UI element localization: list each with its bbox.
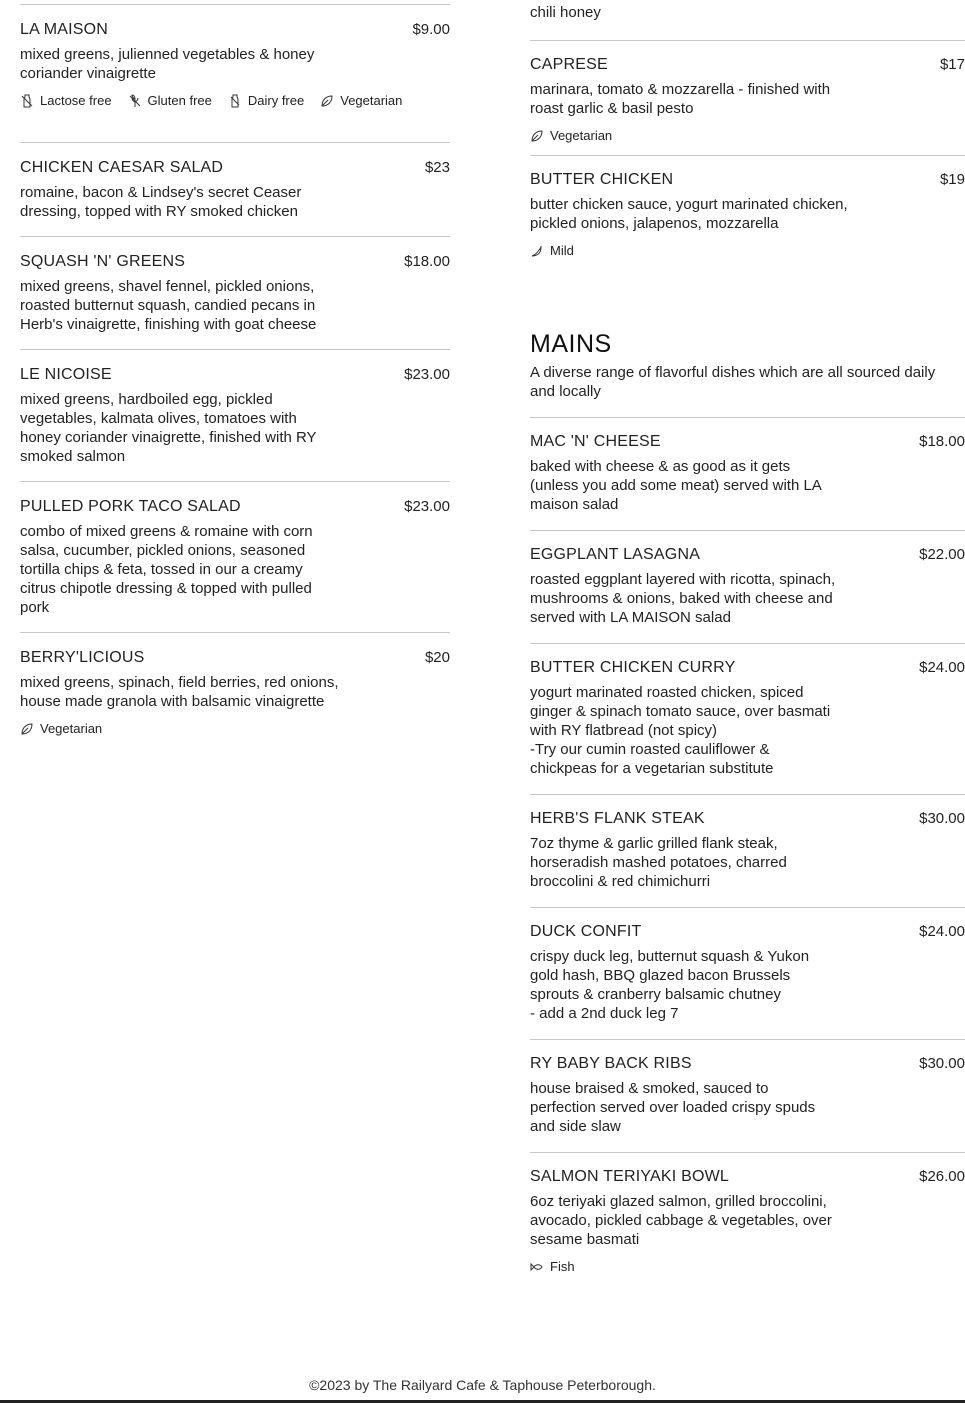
item-price: $23.00 <box>404 366 450 383</box>
tag-vegetarian: Vegetarian <box>530 124 612 147</box>
tag-fish: Fish <box>530 1255 575 1278</box>
item-name: LE NICOISE <box>20 366 112 383</box>
item-name: CAPRESE <box>530 56 608 73</box>
tag-mild: Mild <box>530 239 574 262</box>
dietary-tags <box>530 1255 965 1278</box>
menu-item[interactable] <box>530 907 965 1040</box>
menu-item[interactable] <box>530 417 965 531</box>
item-price: $23.00 <box>404 498 450 515</box>
item-description: house braised & smoked, sauced to perfection served over loaded crispy spuds and side slaw <box>530 1080 816 1135</box>
item-price: $18.00 <box>404 253 450 270</box>
menu-item[interactable] <box>530 643 965 795</box>
menu-item[interactable] <box>20 142 450 237</box>
item-name: BUTTER CHICKEN CURRY <box>530 659 736 676</box>
menu-item[interactable] <box>530 1152 965 1282</box>
menu-item[interactable] <box>530 155 965 275</box>
item-description: combo of mixed greens & romaine with corn salsa, cucumber, pickled onions, seasoned tortilla chips & feta, tossed in our a creamy citrus chipotle dressing & topped with pulled pork <box>20 523 313 616</box>
item-price: $24.00 <box>919 659 965 676</box>
item-description: yogurt marinated roasted chicken, spiced ginger & spinach tomato sauce, over basmati with RY flatbread (not spicy) -Try our cumin roasted cauliflower & chickpeas for a vegetarian substitute <box>530 684 831 777</box>
item-price: $9.00 <box>412 21 450 38</box>
partial-description: chili honey <box>530 4 601 21</box>
item-price: $22.00 <box>919 546 965 563</box>
item-price: $24.00 <box>919 923 965 940</box>
item-description: butter chicken sauce, yogurt marinated chicken, pickled onions, jalapenos, mozzarella <box>530 196 848 232</box>
dietary-tags <box>20 717 450 740</box>
item-name: BERRY'LICIOUS <box>20 649 145 666</box>
tag-gluten-free: Gluten free <box>128 89 212 112</box>
item-description: 6oz teriyaki glazed salmon, grilled broccolini, avocado, pickled cabbage & vegetables, over sesame basmati <box>530 1193 832 1248</box>
item-name: CHICKEN CAESAR SALAD <box>20 159 224 176</box>
menu-item[interactable] <box>20 349 450 482</box>
item-price: $26.00 <box>919 1168 965 1185</box>
section-description: A diverse range of flavorful dishes which are all sourced daily and locally <box>530 364 936 400</box>
section-title-mains: MAINS <box>530 330 612 358</box>
menu-item[interactable] <box>530 40 965 156</box>
item-name: HERB'S FLANK STEAK <box>530 810 705 827</box>
menu-item[interactable] <box>530 794 965 908</box>
item-description: romaine, bacon & Lindsey's secret Ceaser dressing, topped with RY smoked chicken <box>20 184 302 220</box>
item-name: LA MAISON <box>20 21 109 38</box>
item-name: EGGPLANT LASAGNA <box>530 546 701 563</box>
menu-item[interactable] <box>20 481 450 633</box>
tag-vegetarian: Vegetarian <box>20 717 102 740</box>
menu-item[interactable] <box>20 4 450 142</box>
dairy-free-icon <box>228 94 242 108</box>
item-description: mixed greens, spinach, field berries, red onions, house made granola with balsamic vinaigrette <box>20 674 339 710</box>
item-price: $30.00 <box>919 810 965 827</box>
dietary-tags <box>530 239 965 262</box>
vegetarian-icon <box>20 722 34 736</box>
dietary-tags <box>530 124 965 147</box>
item-name: RY BABY BACK RIBS <box>530 1055 692 1072</box>
item-name: SQUASH 'N' GREENS <box>20 253 186 270</box>
menu-item[interactable] <box>20 236 450 350</box>
menu-item[interactable] <box>530 530 965 644</box>
item-price: $19 <box>939 171 965 188</box>
item-name: DUCK CONFIT <box>530 923 642 940</box>
item-price: $30.00 <box>919 1055 965 1072</box>
item-price: $20 <box>424 649 450 666</box>
fish-icon <box>530 1260 544 1274</box>
item-description: baked with cheese & as good as it gets (unless you add some meat) served with LA maison salad <box>530 458 822 513</box>
tag-dairy-free: Dairy free <box>228 89 304 112</box>
tag-vegetarian: Vegetarian <box>320 89 402 112</box>
item-name: PULLED PORK TACO SALAD <box>20 498 241 515</box>
mild-pepper-icon <box>530 244 544 258</box>
item-price: $17 <box>939 56 965 73</box>
gluten-free-icon <box>128 94 142 108</box>
vegetarian-icon <box>320 94 334 108</box>
item-description: marinara, tomato & mozzarella - finished with roast garlic & basil pesto <box>530 81 831 117</box>
dietary-tags <box>20 89 450 112</box>
item-price: $23 <box>424 159 450 176</box>
item-description: mixed greens, hardboiled egg, pickled vegetables, kalmata olives, tomatoes with honey coriander vinaigrette, finished with RY smoked salmon <box>20 391 317 465</box>
item-description: crispy duck leg, butternut squash & Yukon gold hash, BBQ glazed bacon Brussels sprouts & cranberry balsamic chutney - add a 2nd duck leg 7 <box>530 948 810 1022</box>
item-name: MAC 'N' CHEESE <box>530 433 661 450</box>
item-description: 7oz thyme & garlic grilled flank steak, horseradish mashed potatoes, charred broccolini & red chimichurri <box>530 835 787 890</box>
item-price: $18.00 <box>919 433 965 450</box>
menu-item[interactable] <box>530 1039 965 1153</box>
item-description: roasted eggplant layered with ricotta, spinach, mushrooms & onions, baked with cheese and served with LA MAISON salad <box>530 571 836 626</box>
item-name: SALMON TERIYAKI BOWL <box>530 1168 730 1185</box>
item-name: BUTTER CHICKEN <box>530 171 674 188</box>
tag-lactose-free: Lactose free <box>20 89 112 112</box>
lactose-free-icon <box>20 94 34 108</box>
vegetarian-icon <box>530 129 544 143</box>
footer-copyright: ©2023 by The Railyard Cafe & Taphouse Peterborough. <box>309 1377 656 1393</box>
menu-item[interactable] <box>20 632 450 742</box>
item-description: mixed greens, shavel fennel, pickled onions, roasted butternut squash, candied pecans in Herb's vinaigrette, finishing with goat cheese <box>20 278 317 333</box>
item-description: mixed greens, julienned vegetables & honey coriander vinaigrette <box>20 46 315 82</box>
